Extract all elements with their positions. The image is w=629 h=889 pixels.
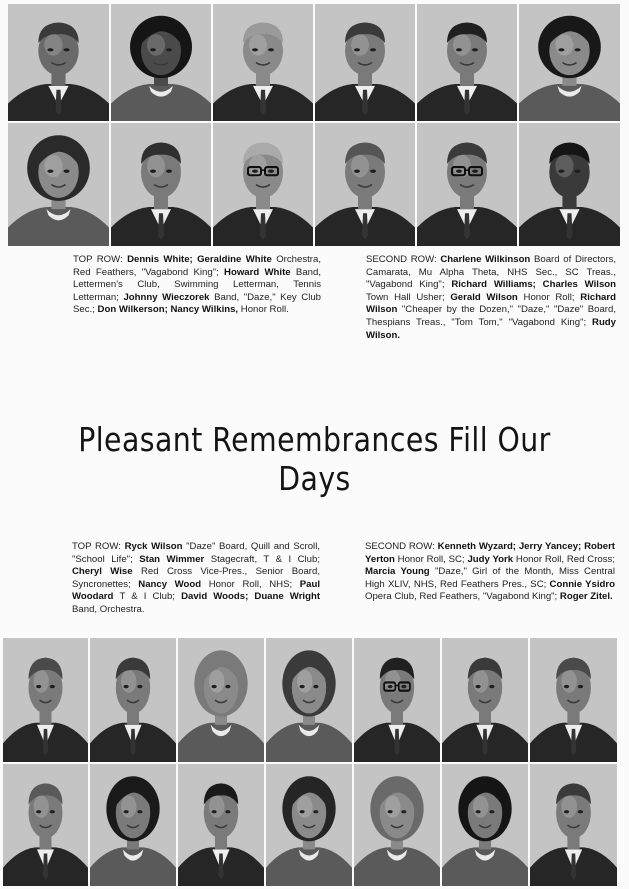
portrait-jerry-yancey: [90, 764, 176, 886]
student-name: Rudy Wilson.: [366, 316, 616, 341]
portrait-photo: [519, 4, 620, 121]
student-name: Paul Woodard: [72, 578, 321, 603]
portrait-photo: [213, 123, 313, 246]
student-name: Dennis White;: [127, 254, 198, 265]
student-name: Marcia Young: [365, 566, 435, 578]
portrait-howard-white: [213, 4, 313, 121]
portrait-roger-zitel: [530, 764, 617, 886]
portrait-photo: [111, 4, 211, 121]
student-name: Kenneth Wyzard;: [437, 541, 519, 552]
page-headline: Pleasant Remembrances Fill Our Days: [78, 420, 551, 498]
portrait-rudy-wilson: [519, 123, 620, 246]
student-name: Charlene Wilkinson: [440, 254, 534, 265]
portrait-photo: [266, 764, 352, 886]
student-name: Johnny Wieczorek: [123, 291, 215, 303]
row-label: SECOND ROW:: [366, 254, 441, 265]
caption-bottom-row-2: [365, 541, 615, 604]
activities-text: Board of Directors, Camarata, Mu Alpha Theta, NHS Sec., SC Treas., "Vagabond King";: [366, 254, 616, 291]
activities-text: Band, Orchestra.: [72, 603, 145, 615]
portrait-photo: [111, 123, 211, 246]
portrait-ryck-wilson: [3, 638, 88, 762]
student-name: Duane Wright: [254, 591, 321, 603]
portrait-photo: [354, 638, 440, 762]
portrait-photo: [442, 764, 528, 886]
portrait-richard-wilson: [417, 123, 517, 246]
student-name: Richard Wilson: [366, 291, 616, 316]
activities-text: Honor Roll, SC;: [397, 553, 468, 565]
portrait-photo: [213, 4, 313, 121]
student-name: Geraldine White: [197, 254, 277, 265]
portrait-johnny-wieczorek: [315, 4, 415, 121]
portrait-cheryl-wise: [178, 638, 264, 762]
portrait-don-wilkerson: [417, 4, 517, 121]
student-name: Gerald Wilson: [450, 291, 524, 303]
row-label: SECOND ROW:: [365, 541, 438, 552]
portrait-photo: [417, 4, 517, 121]
portrait-geraldine-white: [111, 4, 211, 121]
portrait-photo: [266, 638, 352, 762]
portrait-photo: [315, 123, 415, 246]
portrait-photo: [442, 638, 528, 762]
portrait-photo: [3, 638, 88, 762]
student-name: Nancy Wilkins,: [170, 304, 241, 316]
student-name: Howard White: [224, 266, 296, 278]
portrait-photo: [530, 638, 617, 762]
portrait-richard-williams: [111, 123, 211, 246]
portrait-photo: [354, 764, 440, 886]
portrait-david-woods: [442, 638, 528, 762]
portrait-photo: [90, 764, 176, 886]
student-name: Charles Wilson: [542, 279, 617, 291]
portrait-charles-wilson: [213, 123, 313, 246]
activities-text: Stagecraft, T & I Club;: [210, 553, 320, 565]
portrait-photo: [530, 764, 617, 886]
student-name: Roger Zitel.: [559, 591, 613, 603]
portrait-judy-york: [266, 764, 352, 886]
student-name: Jerry Yancey;: [518, 541, 585, 552]
portrait-nancy-wood: [266, 638, 352, 762]
activities-text: Town Hall Usher;: [366, 291, 451, 303]
student-name: David Woods;: [181, 591, 255, 603]
portrait-robert-yerton: [178, 764, 264, 886]
row-label: TOP ROW:: [73, 254, 128, 265]
activities-text: Red Cross Vice-Pres., Senior Board, Syncronettes;: [72, 566, 320, 590]
portrait-photo: [3, 764, 88, 886]
portrait-photo: [519, 123, 620, 246]
activities-text: "Daze," Girl of the Month, Miss Central High XLIV, NHS, Red Feathers Pres., SC;: [365, 566, 615, 590]
student-name: Judy York: [467, 553, 516, 565]
student-name: Ryck Wilson: [124, 541, 187, 552]
student-name: Richard Williams;: [451, 279, 543, 291]
activities-text: Honor Roll, Red Cross;: [515, 553, 615, 565]
student-name: Cheryl Wise: [72, 566, 141, 578]
portrait-connie-ysidro: [442, 764, 528, 886]
portrait-photo: [178, 638, 264, 762]
portrait-paul-woodard: [354, 638, 440, 762]
portrait-duane-wright: [530, 638, 617, 762]
activities-text: Honor Roll.: [240, 304, 289, 316]
row-label: TOP ROW:: [72, 541, 125, 552]
portrait-photo: [417, 123, 517, 246]
activities-text: T & I Club;: [119, 591, 182, 603]
portrait-photo: [178, 764, 264, 886]
student-name: Stan Wimmer: [139, 553, 211, 565]
portrait-kenneth-wyzard: [3, 764, 88, 886]
activities-text: Orchestra, Red Feathers, "Vagabond King";: [73, 254, 321, 278]
portrait-photo: [8, 123, 109, 246]
portrait-nancy-wilkins: [519, 4, 620, 121]
activities-text: Band, Lettermen's Club, Swimming Letterman, Tennis Letterman;: [73, 266, 321, 303]
activities-text: "Cheaper by the Dozen," "Daze," "Daze" Board, Thespians Treas., "Tom Tom," "Vagabond King";: [366, 304, 616, 328]
student-name: Don Wilkerson;: [97, 304, 171, 316]
portrait-gerald-wilson: [315, 123, 415, 246]
portrait-stan-wimmer: [90, 638, 176, 762]
student-name: Connie Ysidro: [549, 578, 615, 590]
portrait-marcia-young: [354, 764, 440, 886]
caption-bottom-row-1: [72, 541, 320, 617]
portrait-photo: [8, 4, 109, 121]
student-name: Nancy Wood: [138, 578, 209, 590]
activities-text: Honor Roll, NHS;: [208, 578, 300, 590]
portrait-photo: [315, 4, 415, 121]
portrait-photo: [90, 638, 176, 762]
student-name: Robert Yerton: [365, 541, 615, 565]
activities-text: Opera Club, Red Feathers, "Vagabond King";: [365, 591, 560, 603]
activities-text: "Daze" Board, Quill and Scroll, "School Life";: [72, 541, 320, 565]
caption-top-row-1: [73, 254, 321, 317]
portrait-charlene-wilkinson: [8, 123, 109, 246]
activities-text: Honor Roll;: [523, 291, 581, 303]
portrait-dennis-white: [8, 4, 109, 121]
activities-text: Band, "Daze," Key Club Sec.;: [73, 291, 322, 316]
caption-top-row-2: [366, 254, 616, 342]
